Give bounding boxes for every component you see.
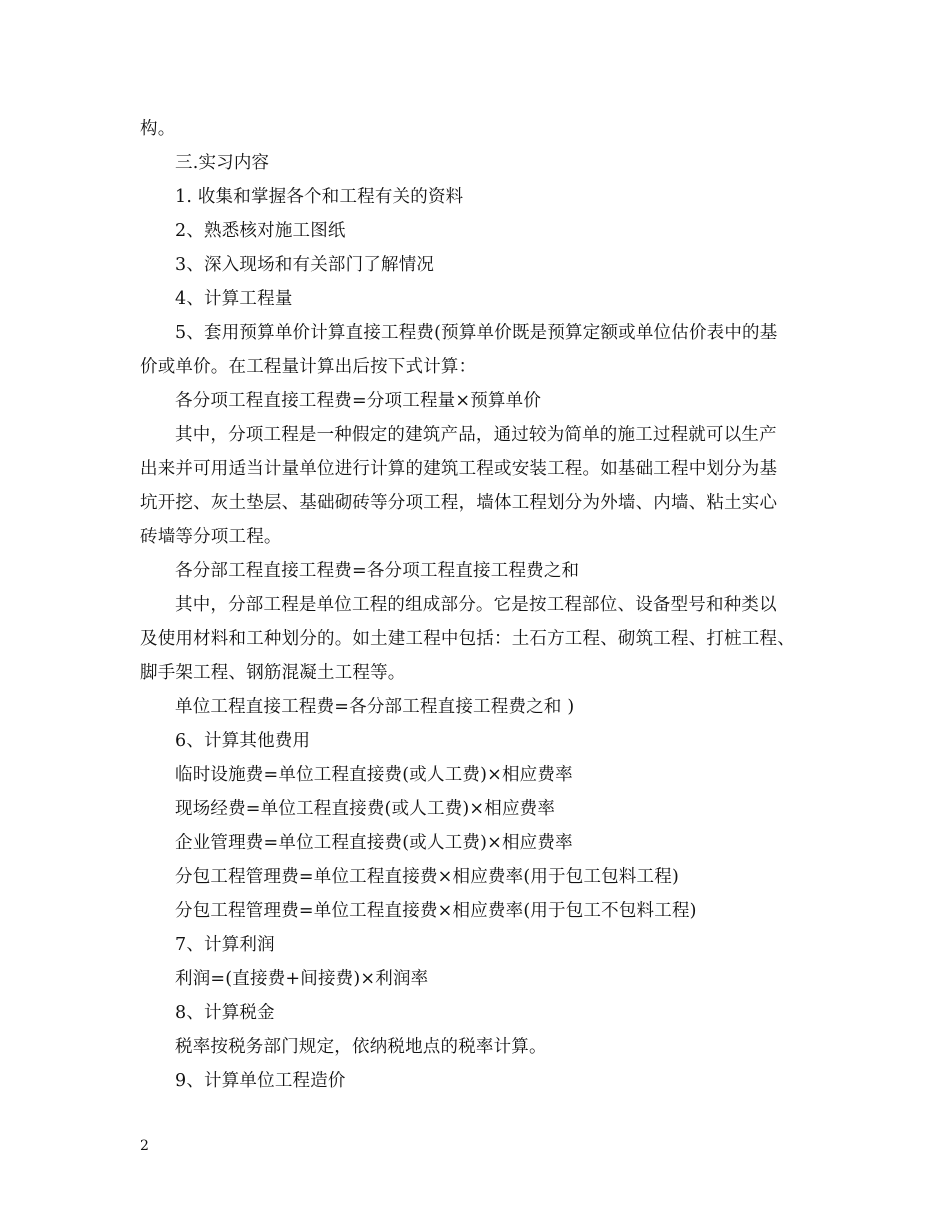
- list-item: 7、计算利润: [175, 935, 275, 955]
- text-line: 其中，分部工程是单位工程的组成部分。它是按工程部位、设备型号和种类以: [175, 595, 777, 615]
- list-item: 2、熟悉核对施工图纸: [175, 221, 346, 241]
- text-line: 构。: [140, 119, 176, 139]
- list-item: 3、深入现场和有关部门了解情况: [175, 255, 435, 275]
- list-item: 8、计算税金: [175, 1003, 275, 1023]
- text-line: 砖墙等分项工程。: [140, 527, 282, 547]
- formula-line: 各分部工程直接工程费=各分项工程直接工程费之和: [175, 561, 580, 581]
- text-line: 税率按税务部门规定，依纳税地点的税率计算。: [175, 1037, 547, 1057]
- list-item: 1. 收集和掌握各个和工程有关的资料: [175, 187, 464, 207]
- text-line: 价或单价。在工程量计算出后按下式计算：: [140, 357, 477, 377]
- list-item: 9、计算单位工程造价: [175, 1071, 346, 1091]
- list-item: 5、套用预算单价计算直接工程费(预算单价既是预算定额或单位估价表中的基: [175, 323, 778, 343]
- formula-line: 分包工程管理费=单位工程直接费×相应费率(用于包工包料工程): [175, 867, 679, 887]
- text-line: 出来并可用适当计量单位进行计算的建筑工程或安装工程。如基础工程中划分为基: [140, 459, 778, 479]
- text-line: 坑开挖、灰土垫层、基础砌砖等分项工程，墙体工程划分为外墙、内墙、粘土实心: [140, 493, 778, 513]
- formula-line: 利润=(直接费+间接费)×利润率: [175, 969, 429, 989]
- page-number: 2: [140, 1138, 149, 1154]
- text-line: 及使用材料和工种划分的。如土建工程中包括：土石方工程、砌筑工程、打桩工程、: [140, 629, 795, 649]
- formula-line: 单位工程直接工程费=各分部工程直接工程费之和 ): [175, 697, 575, 717]
- section-heading: 三.实习内容: [175, 153, 270, 173]
- text-line: 其中，分项工程是一种假定的建筑产品，通过较为简单的施工过程就可以生产: [175, 425, 777, 445]
- formula-line: 分包工程管理费=单位工程直接费×相应费率(用于包工不包料工程): [175, 901, 697, 921]
- list-item: 4、计算工程量: [175, 289, 293, 309]
- formula-line: 临时设施费=单位工程直接费(或人工费)×相应费率: [175, 765, 573, 785]
- formula-line: 企业管理费=单位工程直接费(或人工费)×相应费率: [175, 833, 573, 853]
- list-item: 6、计算其他费用: [175, 731, 311, 751]
- formula-line: 现场经费=单位工程直接费(或人工费)×相应费率: [175, 799, 556, 819]
- formula-line: 各分项工程直接工程费=分项工程量×预算单价: [175, 391, 542, 411]
- text-line: 脚手架工程、钢筋混凝土工程等。: [140, 663, 406, 683]
